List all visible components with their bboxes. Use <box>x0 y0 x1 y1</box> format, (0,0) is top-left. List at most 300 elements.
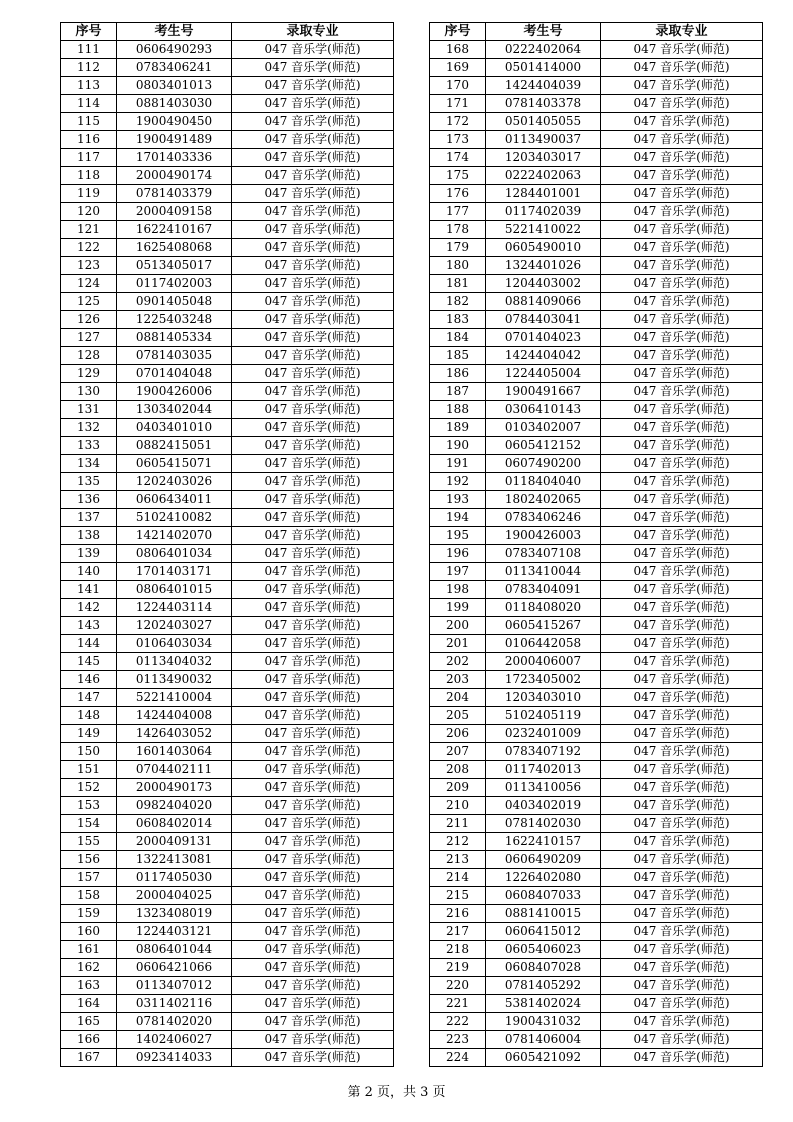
cell-major: 047 音乐学(师范) <box>232 779 394 797</box>
cell-exam-id: 0781405292 <box>486 977 601 995</box>
cell-exam-id: 0605415071 <box>117 455 232 473</box>
cell-exam-id: 0806401015 <box>117 581 232 599</box>
cell-exam-id: 0501414000 <box>486 59 601 77</box>
cell-seq: 111 <box>61 41 117 59</box>
cell-major: 047 音乐学(师范) <box>232 221 394 239</box>
cell-exam-id: 0783406246 <box>486 509 601 527</box>
cell-seq: 210 <box>430 797 486 815</box>
table-row <box>430 923 763 941</box>
header-exam-id: 考生号 <box>486 23 601 41</box>
cell-seq: 177 <box>430 203 486 221</box>
cell-seq: 214 <box>430 869 486 887</box>
header-major: 录取专业 <box>601 23 763 41</box>
table-row <box>61 833 394 851</box>
table-row <box>430 941 763 959</box>
cell-exam-id: 0608407028 <box>486 959 601 977</box>
table-row <box>61 257 394 275</box>
cell-exam-id: 0606415012 <box>486 923 601 941</box>
table-row <box>61 419 394 437</box>
cell-seq: 178 <box>430 221 486 239</box>
cell-seq: 125 <box>61 293 117 311</box>
cell-seq: 173 <box>430 131 486 149</box>
cell-seq: 158 <box>61 887 117 905</box>
cell-major: 047 音乐学(师范) <box>601 617 763 635</box>
cell-seq: 130 <box>61 383 117 401</box>
cell-seq: 216 <box>430 905 486 923</box>
cell-exam-id: 0605421092 <box>486 1049 601 1067</box>
cell-exam-id: 1900431032 <box>486 1013 601 1031</box>
cell-seq: 198 <box>430 581 486 599</box>
cell-exam-id: 0106403034 <box>117 635 232 653</box>
table-row <box>430 167 763 185</box>
cell-exam-id: 1426403052 <box>117 725 232 743</box>
cell-major: 047 音乐学(师范) <box>232 923 394 941</box>
cell-exam-id: 1202403027 <box>117 617 232 635</box>
cell-exam-id: 1224403121 <box>117 923 232 941</box>
table-row <box>61 1031 394 1049</box>
table-row <box>430 275 763 293</box>
cell-major: 047 音乐学(师范) <box>601 923 763 941</box>
table-row <box>430 365 763 383</box>
cell-major: 047 音乐学(师范) <box>232 1031 394 1049</box>
cell-major: 047 音乐学(师范) <box>601 401 763 419</box>
cell-major: 047 音乐学(师范) <box>232 59 394 77</box>
table-row <box>61 689 394 707</box>
cell-exam-id: 1323408019 <box>117 905 232 923</box>
cell-major: 047 音乐学(师范) <box>232 797 394 815</box>
cell-seq: 138 <box>61 527 117 545</box>
cell-major: 047 音乐学(师范) <box>601 383 763 401</box>
table-row <box>61 221 394 239</box>
cell-seq: 209 <box>430 779 486 797</box>
table-row <box>430 671 763 689</box>
table-row <box>430 617 763 635</box>
cell-major: 047 音乐学(师范) <box>601 1049 763 1067</box>
cell-seq: 156 <box>61 851 117 869</box>
cell-exam-id: 0881405334 <box>117 329 232 347</box>
cell-major: 047 音乐学(师范) <box>601 887 763 905</box>
cell-major: 047 音乐学(师范) <box>232 941 394 959</box>
cell-exam-id: 0222402063 <box>486 167 601 185</box>
table-row <box>430 635 763 653</box>
cell-seq: 191 <box>430 455 486 473</box>
cell-major: 047 音乐学(师范) <box>601 599 763 617</box>
cell-seq: 168 <box>430 41 486 59</box>
cell-seq: 184 <box>430 329 486 347</box>
cell-seq: 146 <box>61 671 117 689</box>
table-row <box>430 563 763 581</box>
cell-major: 047 音乐学(师范) <box>601 581 763 599</box>
table-row <box>61 581 394 599</box>
table-row <box>61 905 394 923</box>
cell-exam-id: 1203403010 <box>486 689 601 707</box>
cell-seq: 157 <box>61 869 117 887</box>
table-row <box>430 455 763 473</box>
table-header-row <box>430 23 763 41</box>
cell-exam-id: 1701403336 <box>117 149 232 167</box>
table-row <box>61 869 394 887</box>
cell-exam-id: 1900426003 <box>486 527 601 545</box>
table-row <box>61 239 394 257</box>
cell-exam-id: 0783404091 <box>486 581 601 599</box>
cell-major: 047 音乐学(师范) <box>232 1049 394 1067</box>
table-row <box>61 113 394 131</box>
table-row <box>61 1049 394 1067</box>
cell-seq: 200 <box>430 617 486 635</box>
cell-seq: 114 <box>61 95 117 113</box>
cell-major: 047 音乐学(师范) <box>232 599 394 617</box>
cell-seq: 145 <box>61 653 117 671</box>
table-row <box>61 635 394 653</box>
cell-exam-id: 0881410015 <box>486 905 601 923</box>
cell-exam-id: 0783407192 <box>486 743 601 761</box>
cell-seq: 193 <box>430 491 486 509</box>
cell-exam-id: 0701404023 <box>486 329 601 347</box>
cell-major: 047 音乐学(师范) <box>232 833 394 851</box>
cell-major: 047 音乐学(师范) <box>232 239 394 257</box>
cell-seq: 112 <box>61 59 117 77</box>
cell-major: 047 音乐学(师范) <box>601 725 763 743</box>
cell-major: 047 音乐学(师范) <box>601 203 763 221</box>
cell-exam-id: 2000409131 <box>117 833 232 851</box>
cell-major: 047 音乐学(师范) <box>232 977 394 995</box>
cell-exam-id: 0608402014 <box>117 815 232 833</box>
table-row <box>61 941 394 959</box>
cell-seq: 162 <box>61 959 117 977</box>
cell-seq: 208 <box>430 761 486 779</box>
cell-seq: 133 <box>61 437 117 455</box>
table-row <box>430 509 763 527</box>
cell-seq: 113 <box>61 77 117 95</box>
cell-major: 047 音乐学(师范) <box>232 743 394 761</box>
table-row <box>61 599 394 617</box>
table-row <box>430 347 763 365</box>
cell-exam-id: 1802402065 <box>486 491 601 509</box>
cell-exam-id: 1324401026 <box>486 257 601 275</box>
header-major: 录取专业 <box>232 23 394 41</box>
cell-seq: 181 <box>430 275 486 293</box>
cell-major: 047 音乐学(师范) <box>601 275 763 293</box>
cell-exam-id: 1322413081 <box>117 851 232 869</box>
cell-exam-id: 0605406023 <box>486 941 601 959</box>
table-row <box>61 509 394 527</box>
cell-seq: 152 <box>61 779 117 797</box>
cell-seq: 144 <box>61 635 117 653</box>
cell-exam-id: 0605490010 <box>486 239 601 257</box>
cell-major: 047 音乐学(师范) <box>601 563 763 581</box>
table-row <box>61 41 394 59</box>
table-row <box>430 743 763 761</box>
table-row <box>430 779 763 797</box>
cell-exam-id: 0781402020 <box>117 1013 232 1031</box>
cell-seq: 136 <box>61 491 117 509</box>
cell-major: 047 音乐学(师范) <box>601 491 763 509</box>
table-row <box>430 833 763 851</box>
cell-exam-id: 0605415267 <box>486 617 601 635</box>
cell-major: 047 音乐学(师范) <box>601 995 763 1013</box>
table-row <box>61 59 394 77</box>
cell-exam-id: 0117402039 <box>486 203 601 221</box>
header-exam-id: 考生号 <box>117 23 232 41</box>
cell-major: 047 音乐学(师范) <box>232 149 394 167</box>
cell-seq: 164 <box>61 995 117 1013</box>
cell-seq: 196 <box>430 545 486 563</box>
cell-exam-id: 0783407108 <box>486 545 601 563</box>
table-row <box>430 761 763 779</box>
cell-seq: 129 <box>61 365 117 383</box>
cell-exam-id: 5102410082 <box>117 509 232 527</box>
table-row <box>61 653 394 671</box>
cell-exam-id: 0117405030 <box>117 869 232 887</box>
cell-major: 047 音乐学(师范) <box>601 239 763 257</box>
cell-seq: 139 <box>61 545 117 563</box>
cell-seq: 189 <box>430 419 486 437</box>
cell-exam-id: 0113490032 <box>117 671 232 689</box>
cell-major: 047 音乐学(师范) <box>232 275 394 293</box>
cell-major: 047 音乐学(师范) <box>601 851 763 869</box>
table-body-right <box>430 41 763 1067</box>
cell-exam-id: 0113490037 <box>486 131 601 149</box>
cell-major: 047 音乐学(师范) <box>601 905 763 923</box>
cell-major: 047 音乐学(师范) <box>232 761 394 779</box>
cell-exam-id: 1202403026 <box>117 473 232 491</box>
cell-exam-id: 5102405119 <box>486 707 601 725</box>
cell-exam-id: 0607490200 <box>486 455 601 473</box>
cell-exam-id: 0901405048 <box>117 293 232 311</box>
table-row <box>430 149 763 167</box>
cell-major: 047 音乐学(师范) <box>601 671 763 689</box>
table-row <box>430 185 763 203</box>
cell-exam-id: 2000404025 <box>117 887 232 905</box>
cell-major: 047 音乐学(师范) <box>232 815 394 833</box>
cell-major: 047 音乐学(师范) <box>601 797 763 815</box>
cell-exam-id: 0608407033 <box>486 887 601 905</box>
table-row <box>61 95 394 113</box>
cell-exam-id: 0881403030 <box>117 95 232 113</box>
cell-major: 047 音乐学(师范) <box>601 437 763 455</box>
cell-major: 047 音乐学(师范) <box>232 131 394 149</box>
cell-seq: 207 <box>430 743 486 761</box>
table-row <box>61 131 394 149</box>
cell-seq: 127 <box>61 329 117 347</box>
cell-seq: 197 <box>430 563 486 581</box>
cell-seq: 224 <box>430 1049 486 1067</box>
cell-major: 047 音乐学(师范) <box>601 1013 763 1031</box>
cell-exam-id: 2000406007 <box>486 653 601 671</box>
cell-seq: 192 <box>430 473 486 491</box>
table-row <box>430 545 763 563</box>
cell-exam-id: 0982404020 <box>117 797 232 815</box>
cell-exam-id: 1625408068 <box>117 239 232 257</box>
cell-seq: 190 <box>430 437 486 455</box>
table-row <box>61 149 394 167</box>
cell-seq: 120 <box>61 203 117 221</box>
table-row <box>430 113 763 131</box>
cell-exam-id: 0784403041 <box>486 311 601 329</box>
table-row <box>430 257 763 275</box>
table-row <box>430 707 763 725</box>
cell-major: 047 音乐学(师范) <box>232 671 394 689</box>
cell-exam-id: 1224403114 <box>117 599 232 617</box>
cell-seq: 154 <box>61 815 117 833</box>
cell-exam-id: 0403401010 <box>117 419 232 437</box>
cell-seq: 213 <box>430 851 486 869</box>
cell-seq: 185 <box>430 347 486 365</box>
cell-seq: 215 <box>430 887 486 905</box>
cell-major: 047 音乐学(师范) <box>601 113 763 131</box>
cell-exam-id: 0882415051 <box>117 437 232 455</box>
table-row <box>430 599 763 617</box>
cell-exam-id: 1701403171 <box>117 563 232 581</box>
cell-exam-id: 0118404040 <box>486 473 601 491</box>
table-row <box>61 995 394 1013</box>
table-row <box>61 707 394 725</box>
cell-major: 047 音乐学(师范) <box>601 455 763 473</box>
cell-seq: 182 <box>430 293 486 311</box>
cell-seq: 211 <box>430 815 486 833</box>
cell-exam-id: 1284401001 <box>486 185 601 203</box>
table-row <box>430 869 763 887</box>
table-row <box>61 887 394 905</box>
cell-major: 047 音乐学(师范) <box>601 779 763 797</box>
cell-exam-id: 5221410022 <box>486 221 601 239</box>
cell-seq: 163 <box>61 977 117 995</box>
table-row <box>430 1049 763 1067</box>
table-row <box>430 905 763 923</box>
cell-seq: 161 <box>61 941 117 959</box>
cell-exam-id: 0606421066 <box>117 959 232 977</box>
table-row <box>430 1031 763 1049</box>
table-row <box>430 527 763 545</box>
cell-major: 047 音乐学(师范) <box>232 455 394 473</box>
cell-exam-id: 1900426006 <box>117 383 232 401</box>
cell-exam-id: 0781406004 <box>486 1031 601 1049</box>
table-row <box>430 77 763 95</box>
cell-major: 047 音乐学(师范) <box>232 887 394 905</box>
cell-major: 047 音乐学(师范) <box>232 365 394 383</box>
table-row <box>430 581 763 599</box>
cell-seq: 183 <box>430 311 486 329</box>
table-row <box>430 725 763 743</box>
cell-major: 047 音乐学(师范) <box>601 293 763 311</box>
cell-seq: 205 <box>430 707 486 725</box>
table-row <box>430 293 763 311</box>
table-row <box>430 851 763 869</box>
table-row <box>430 311 763 329</box>
cell-major: 047 音乐学(师范) <box>232 77 394 95</box>
cell-seq: 132 <box>61 419 117 437</box>
cell-exam-id: 1402406027 <box>117 1031 232 1049</box>
cell-seq: 202 <box>430 653 486 671</box>
cell-major: 047 音乐学(师范) <box>601 41 763 59</box>
table-row <box>430 203 763 221</box>
table-row <box>61 347 394 365</box>
cell-exam-id: 0781403035 <box>117 347 232 365</box>
cell-exam-id: 0803401013 <box>117 77 232 95</box>
table-row <box>430 221 763 239</box>
cell-exam-id: 0605412152 <box>486 437 601 455</box>
cell-major: 047 音乐学(师范) <box>232 1013 394 1031</box>
cell-seq: 176 <box>430 185 486 203</box>
cell-major: 047 音乐学(师范) <box>601 1031 763 1049</box>
table-row <box>61 383 394 401</box>
cell-exam-id: 1203403017 <box>486 149 601 167</box>
cell-major: 047 音乐学(师范) <box>601 743 763 761</box>
cell-seq: 194 <box>430 509 486 527</box>
table-row <box>61 473 394 491</box>
cell-major: 047 音乐学(师范) <box>601 185 763 203</box>
cell-major: 047 音乐学(师范) <box>232 905 394 923</box>
table-row <box>61 977 394 995</box>
cell-exam-id: 0513405017 <box>117 257 232 275</box>
cell-exam-id: 0781402030 <box>486 815 601 833</box>
cell-major: 047 音乐学(师范) <box>232 311 394 329</box>
table-row <box>61 563 394 581</box>
cell-seq: 151 <box>61 761 117 779</box>
cell-seq: 206 <box>430 725 486 743</box>
table-row <box>61 761 394 779</box>
cell-major: 047 音乐学(师范) <box>601 473 763 491</box>
cell-seq: 117 <box>61 149 117 167</box>
table-row <box>430 1013 763 1031</box>
table-row <box>61 545 394 563</box>
table-row <box>61 527 394 545</box>
table-row <box>61 779 394 797</box>
cell-major: 047 音乐学(师范) <box>601 653 763 671</box>
table-row <box>61 203 394 221</box>
table-row <box>430 491 763 509</box>
cell-exam-id: 0113410056 <box>486 779 601 797</box>
table-row <box>430 131 763 149</box>
cell-seq: 134 <box>61 455 117 473</box>
cell-major: 047 音乐学(师范) <box>601 59 763 77</box>
cell-exam-id: 0113410044 <box>486 563 601 581</box>
cell-major: 047 音乐学(师范) <box>232 329 394 347</box>
cell-major: 047 音乐学(师范) <box>601 527 763 545</box>
cell-exam-id: 1303402044 <box>117 401 232 419</box>
table-row <box>61 275 394 293</box>
cell-major: 047 音乐学(师范) <box>232 563 394 581</box>
table-row <box>430 383 763 401</box>
cell-exam-id: 0806401034 <box>117 545 232 563</box>
cell-major: 047 音乐学(师范) <box>232 689 394 707</box>
cell-exam-id: 0923414033 <box>117 1049 232 1067</box>
cell-seq: 121 <box>61 221 117 239</box>
cell-seq: 223 <box>430 1031 486 1049</box>
cell-exam-id: 1900491667 <box>486 383 601 401</box>
cell-seq: 124 <box>61 275 117 293</box>
admission-table-left <box>60 22 394 1067</box>
table-row <box>61 725 394 743</box>
cell-seq: 126 <box>61 311 117 329</box>
cell-major: 047 音乐学(师范) <box>601 329 763 347</box>
table-row <box>61 1013 394 1031</box>
cell-exam-id: 5381402024 <box>486 995 601 1013</box>
cell-major: 047 音乐学(师范) <box>232 473 394 491</box>
cell-major: 047 音乐学(师范) <box>601 689 763 707</box>
cell-major: 047 音乐学(师范) <box>601 221 763 239</box>
cell-seq: 180 <box>430 257 486 275</box>
cell-exam-id: 0783406241 <box>117 59 232 77</box>
cell-major: 047 音乐学(师范) <box>232 653 394 671</box>
cell-seq: 123 <box>61 257 117 275</box>
cell-seq: 166 <box>61 1031 117 1049</box>
cell-seq: 217 <box>430 923 486 941</box>
table-row <box>430 95 763 113</box>
table-row <box>61 437 394 455</box>
cell-seq: 137 <box>61 509 117 527</box>
cell-exam-id: 0806401044 <box>117 941 232 959</box>
